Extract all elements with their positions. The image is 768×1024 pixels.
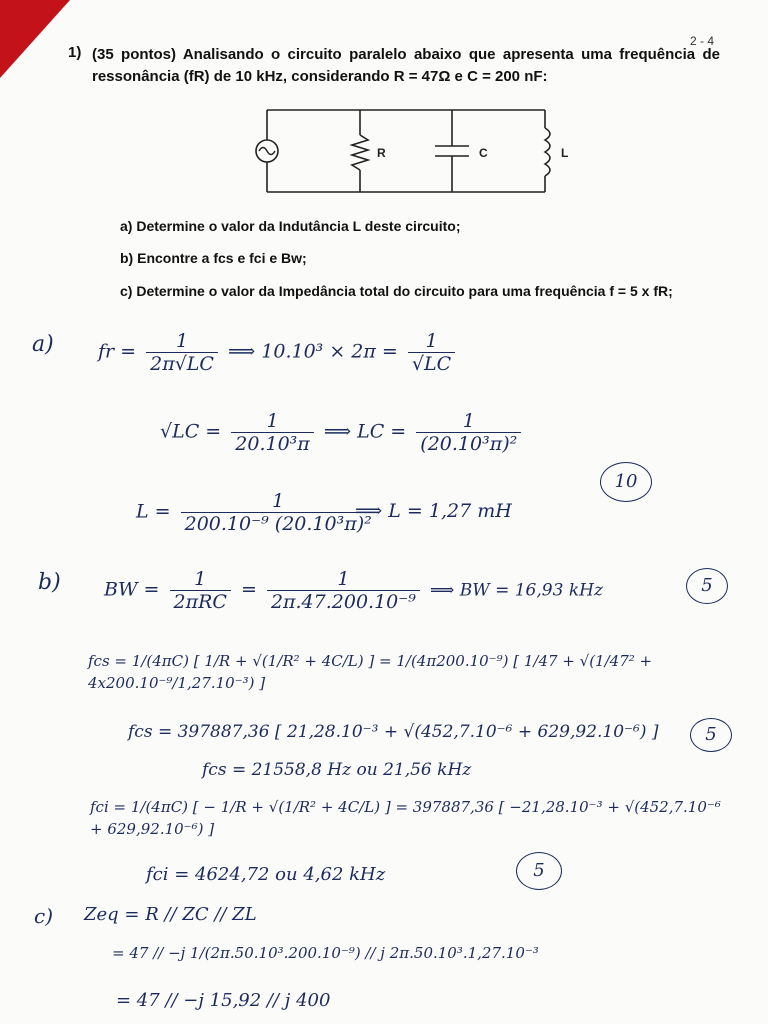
resistor-label: R xyxy=(377,146,386,160)
score-circle-bw: 5 xyxy=(686,568,728,604)
inductor-label: L xyxy=(561,146,569,160)
answer-b-fcs-formula: fcs = 1/(4πC) [ 1/R + √(1/R² + 4C/L) ] = 1/(4π200.10⁻⁹) [ 1/47 + √(1/47² + 4x200.10⁻⁹/1,27.10⁻³) ] xyxy=(88,652,653,692)
answer-b-fcs-substitution: fcs = 397887,36 [ 21,28.10⁻³ + √(452,7.10⁻⁶ + 629,92.10⁻⁶) ] xyxy=(128,722,659,742)
answer-b-fci-formula: fci = 1/(4πC) [ − 1/R + √(1/R² + 4C/L) ] = 397887,36 [ −21,28.10⁻³ + √(452,7.10⁻⁶ + 629,92.10⁻⁶) ] xyxy=(90,798,721,838)
capacitor-label: C xyxy=(479,146,488,160)
answer-a-line2: √LC = $\frac{1}{\text{20.10³π}}$ ⟹ LC = $\frac{1}{\text{(20.10³π)²}}$ xyxy=(160,410,525,455)
answer-a-line1: fr = $\frac{1}{2\pi√LC}$ ⟹ 10.10³ × 2π = $\frac{1}{√LC}$ xyxy=(98,330,459,375)
answer-b-fci-result: fci = 4624,72 ou 4,62 kHz xyxy=(146,864,386,885)
question-statement: (35 pontos) Analisando o circuito paralelo abaixo que apresenta uma frequência de ressonância (fR) de 10 kHz, considerando R = 47Ω e C = 200 nF: xyxy=(92,46,720,85)
answer-c-line3: = 47 // −j 15,92 // j 400 xyxy=(116,990,331,1011)
page-corner-mark xyxy=(0,0,70,78)
item-c: c) Determine o valor da Impedância total do circuito para uma frequência f = 5 x fR; xyxy=(120,283,673,299)
answer-b-bandwidth: BW = $\frac{1}{\text{2πRC}}$ = $\frac{1}{\text{2π.47.200.10⁻⁹}}$ ⟹ BW = 16,93 kHz xyxy=(104,568,603,613)
score-circle-a: 10 xyxy=(600,462,652,502)
ac-source-icon xyxy=(256,140,278,162)
answer-c-line2: = 47 // −j 1/(2π.50.10³.200.10⁻⁹) // j 2π.50.10³.1,27.10⁻³ xyxy=(112,944,539,962)
answer-b-label: b) xyxy=(38,570,61,595)
answer-c-label: c) xyxy=(34,904,54,928)
answer-a-line3: L = $\frac{1}{\text{200.10⁻⁹ (20.10³π)²}}$ xyxy=(136,490,380,535)
score-circle-fcs: 5 xyxy=(690,718,732,752)
question-number: 1) xyxy=(68,44,82,61)
answer-a-result: ⟹ L = 1,27 mH xyxy=(355,500,512,522)
score-circle-fci: 5 xyxy=(516,852,562,890)
answer-c-line1: Zeq = R // ZC // ZL xyxy=(84,904,257,925)
answer-b-fcs-result: fcs = 21558,8 Hz ou 21,56 kHz xyxy=(202,760,472,780)
item-b: b) Encontre a fcs e fci e Bw; xyxy=(120,250,307,266)
answer-a-label: a) xyxy=(32,332,54,357)
item-a: a) Determine o valor da Indutância L deste circuito; xyxy=(120,218,461,234)
page-number: 2 - 4 xyxy=(690,34,715,48)
parallel-rlc-circuit-diagram xyxy=(255,100,569,200)
